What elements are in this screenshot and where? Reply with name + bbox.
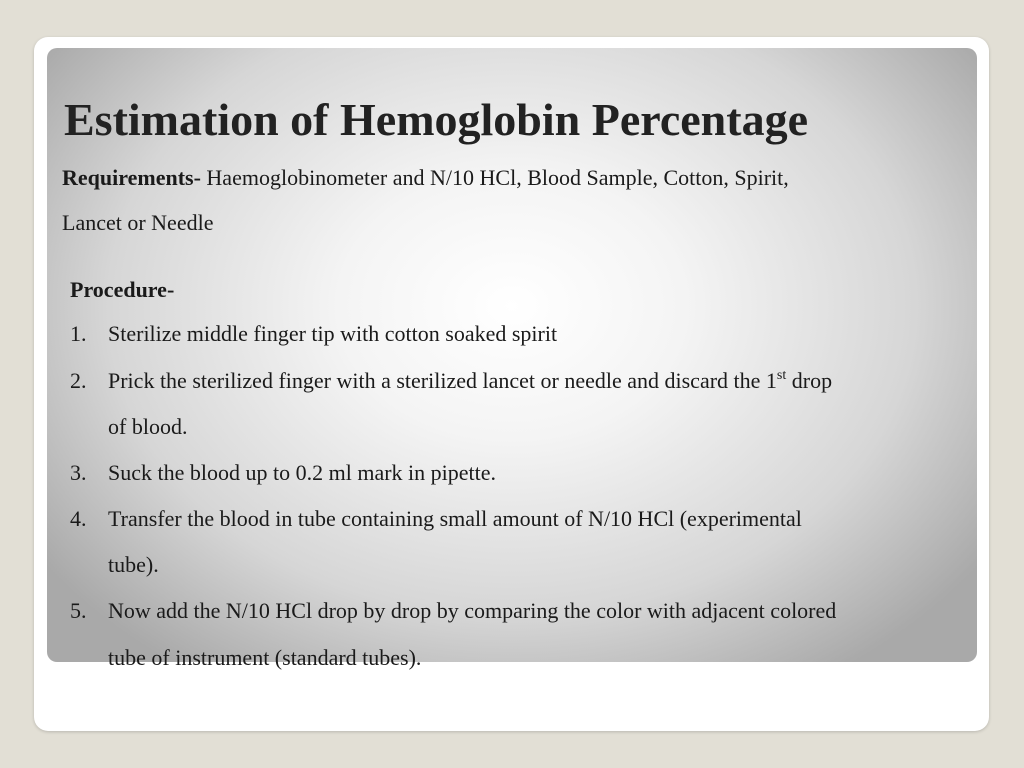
procedure-heading: Procedure- <box>70 277 175 302</box>
procedure-step-2-continued: of blood. <box>108 414 188 439</box>
requirements-line-2: Lancet or Needle <box>62 210 214 235</box>
step-number: 4. <box>70 506 87 531</box>
procedure-step-3 <box>70 458 496 488</box>
procedure-step-2 <box>70 366 832 396</box>
procedure-step-4-continued: tube). <box>108 552 159 577</box>
step-text: Prick the sterilized finger with a sterilized lancet or needle and discard the 1 <box>108 368 777 393</box>
step-number: 1. <box>70 321 87 346</box>
procedure-step-1 <box>70 319 557 349</box>
procedure-step-5-continued: tube of instrument (standard tubes). <box>108 645 422 670</box>
step-number: 5. <box>70 598 87 623</box>
requirements-text-1: Haemoglobinometer and N/10 HCl, Blood Sample, Cotton, Spirit, <box>206 165 789 190</box>
requirements-line-1 <box>62 163 789 193</box>
step-number: 2. <box>70 368 87 393</box>
step-text: Transfer the blood in tube containing small amount of N/10 HCl (experimental <box>108 506 802 531</box>
procedure-step-4 <box>70 504 802 534</box>
slide-title: Estimation of Hemoglobin Percentage <box>64 94 808 145</box>
step-text-after-sup: drop <box>786 368 833 393</box>
step-text: Suck the blood up to 0.2 ml mark in pipette. <box>108 460 497 485</box>
step-number: 3. <box>70 460 87 485</box>
step-text: Sterilize middle finger tip with cotton soaked spirit <box>108 321 558 346</box>
requirements-label: Requirements- <box>62 165 201 190</box>
procedure-step-5 <box>70 596 836 626</box>
step-text: Now add the N/10 HCl drop by drop by comparing the color with adjacent colored <box>108 598 837 623</box>
ordinal-superscript: st <box>776 368 787 383</box>
